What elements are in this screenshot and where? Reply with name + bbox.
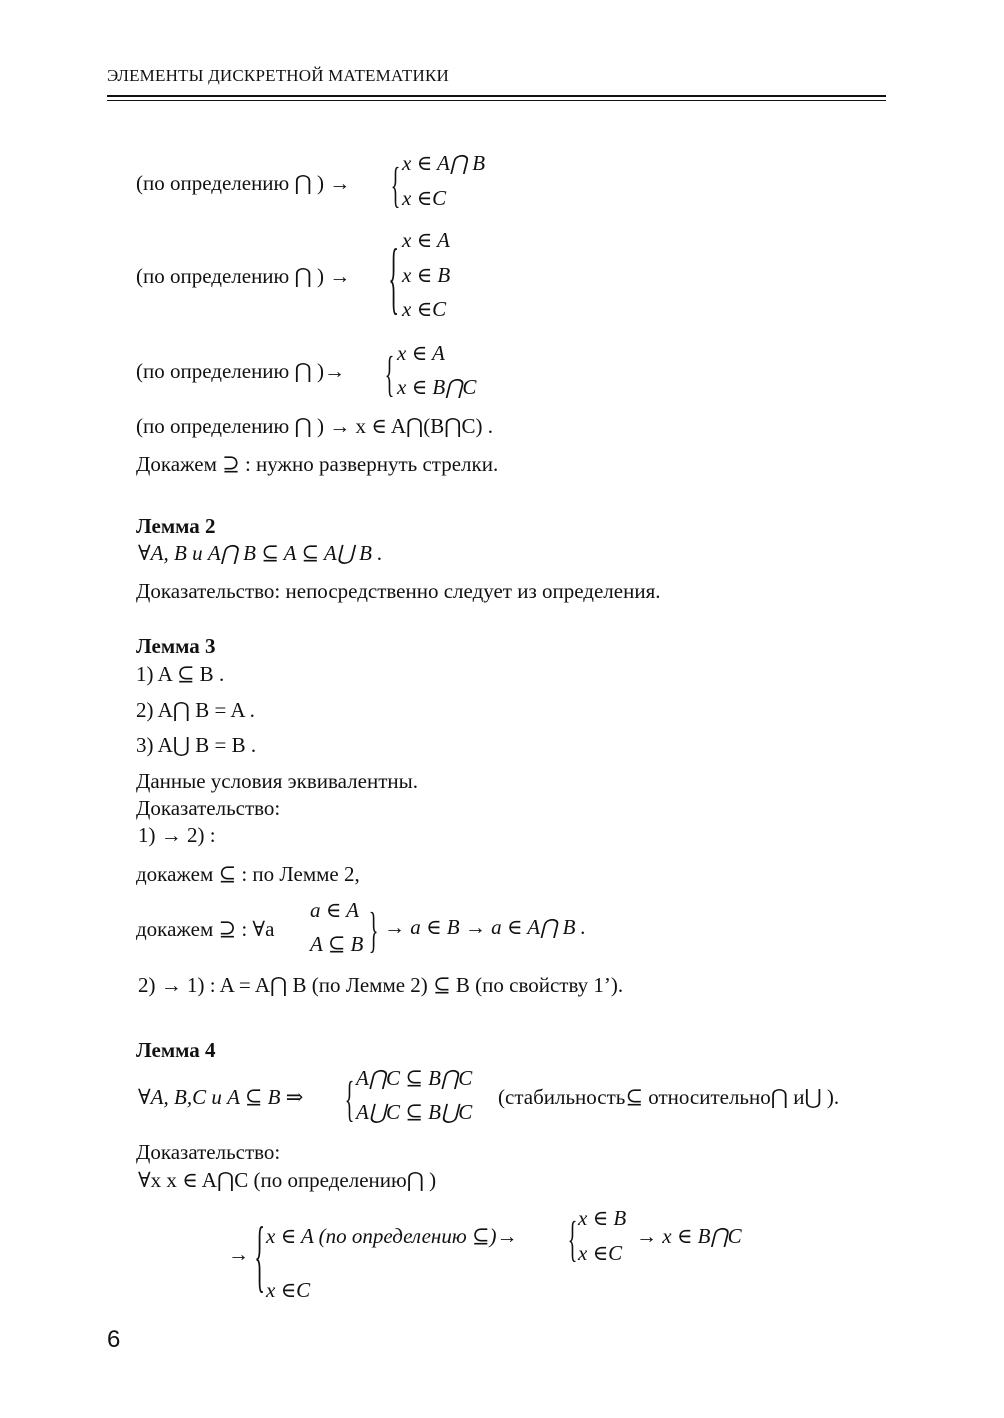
lemma4-line2: A⋃C ⊆ B⋃C: [356, 1100, 473, 1124]
lemma3-item3: 3) A⋃ B = B .: [136, 733, 257, 757]
proof-step3-label: (по определению ⋂ )→: [136, 359, 345, 383]
proof-step1-line2: x ∈C: [402, 186, 447, 210]
lemma4-title: Лемма 4: [136, 1038, 216, 1062]
proof-step2-line3: x ∈C: [402, 297, 447, 321]
header-rule-thick: [107, 95, 886, 97]
left-brace: {: [388, 232, 399, 322]
lemma3-case12: 1) → 2) :: [138, 823, 216, 847]
lemma3-sub2-bottom: A ⊆ B: [310, 932, 364, 956]
lemma4-brace-line1: x ∈ A (по определению ⊆)→: [266, 1224, 518, 1248]
lemma2-statement: ∀A, B и A⋂ B ⊆ A ⊆ A⋃ B .: [138, 541, 383, 565]
proof-step2-label: (по определению ⋂ ) →: [136, 264, 351, 288]
lemma4-brace-line2: x ∈C: [266, 1278, 311, 1302]
lemma3-sub2-suffix: → a ∈ B → a ∈ A⋂ B .: [384, 915, 586, 939]
lemma3-item1: 1) A ⊆ B .: [136, 662, 225, 686]
lemma3-sub1: докажем ⊆ : по Лемме 2,: [136, 862, 360, 886]
lemma3-title: Лемма 3: [136, 634, 216, 658]
proof-step2-line2: x ∈ B: [402, 263, 451, 287]
lemma3-case21: 2) → 1) : A = A⋂ B (по Лемме 2) ⊆ B (по свойству 1’).: [138, 973, 624, 997]
left-brace: {: [384, 345, 395, 402]
lemma3-sub2-prefix: докажем ⊇ : ∀a: [136, 917, 275, 941]
proof-reverse-note: Докажем ⊇ : нужно развернуть стрелки.: [136, 452, 499, 476]
running-header: ЭЛЕМЕНТЫ ДИСКРЕТНОЙ МАТЕМАТИКИ: [107, 66, 449, 85]
lemma4-line1: A⋂C ⊆ B⋂C: [356, 1066, 473, 1090]
left-brace: {: [254, 1210, 265, 1300]
proof-step1-label: (по определению ⋂ ) →: [136, 171, 351, 195]
lemma3-note: Данные условия эквивалентны.: [136, 769, 418, 793]
proof-step4: (по определению ⋂ ) → x ∈ A⋂(B⋂C) .: [136, 414, 493, 438]
lemma3-sub2-top: a ∈ A: [310, 898, 359, 922]
lemma4-arrow: →: [228, 1242, 249, 1266]
left-brace: {: [390, 156, 401, 213]
lemma2-proof: Доказательство: непосредственно следует из определения.: [136, 579, 661, 603]
proof-step2-line1: x ∈ A: [402, 228, 450, 252]
lemma4-proof-label: Доказательство:: [136, 1140, 281, 1164]
proof-step3-line1: x ∈ A: [397, 341, 445, 365]
page-number: 6: [107, 1326, 121, 1353]
lemma4-inner-line1: x ∈ B: [578, 1206, 627, 1230]
lemma3-proof-label: Доказательство:: [136, 796, 281, 820]
lemma4-suffix: (стабильность⊆ относительно⋂ и⋃ ).: [498, 1085, 840, 1109]
lemma4-result: → x ∈ B⋂C: [636, 1224, 742, 1248]
left-brace: {: [344, 1070, 355, 1127]
lemma4-inner-line2: x ∈C: [578, 1241, 623, 1265]
right-brace: }: [368, 901, 379, 958]
lemma4-proof-start: ∀x x ∈ A⋂C (по определению⋂ ): [138, 1168, 437, 1192]
proof-step3-line2: x ∈ B⋂C: [397, 375, 477, 399]
lemma3-item2: 2) A⋂ B = A .: [136, 698, 255, 722]
lemma2-title: Лемма 2: [136, 514, 216, 538]
lemma4-prefix: ∀A, B,C и A ⊆ B ⇒: [138, 1085, 304, 1109]
proof-step1-line1: x ∈ A⋂ B: [402, 151, 486, 175]
left-brace: {: [567, 1210, 578, 1267]
header-rule-thin: [107, 100, 886, 101]
